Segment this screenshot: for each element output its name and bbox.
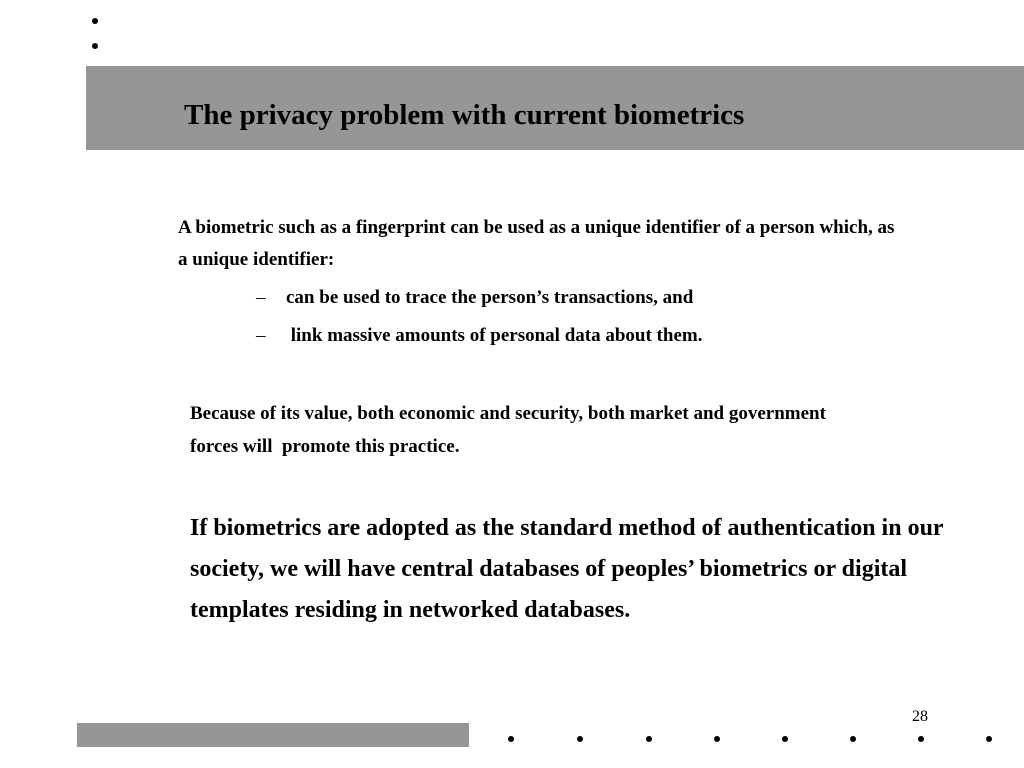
- central-paragraph: If biometrics are adopted as the standard method of authentication in our society, we will have central databases of peoples’ biometrics or digital templates residing in networked databases.: [190, 515, 944, 623]
- bullet-list: [256, 283, 702, 359]
- list-item: [256, 283, 702, 321]
- list-item: [256, 321, 702, 359]
- bullet-text: link massive amounts of personal data about them.: [286, 325, 703, 346]
- value-paragraph: Because of its value, both economic and security, both market and government forces will promote this practice.: [190, 403, 831, 457]
- footer-bar: [77, 723, 469, 747]
- decorative-dot: [986, 736, 992, 742]
- dash-marker: –: [256, 287, 266, 308]
- page-number: 28: [912, 708, 928, 725]
- decorative-dot: [577, 736, 583, 742]
- decorative-dot: [92, 18, 98, 24]
- bullet-text: can be used to trace the person’s transactions, and: [286, 287, 694, 308]
- decorative-dot: [918, 736, 924, 742]
- intro-paragraph: A biometric such as a fingerprint can be used as a unique identifier of a person which, as a unique identifier:: [178, 217, 895, 270]
- decorative-dot: [92, 43, 98, 49]
- decorative-dot: [850, 736, 856, 742]
- decorative-dot: [646, 736, 652, 742]
- decorative-dot: [508, 736, 514, 742]
- dash-marker: –: [256, 325, 266, 346]
- decorative-dot: [714, 736, 720, 742]
- decorative-dot: [782, 736, 788, 742]
- slide-title: The privacy problem with current biometrics: [184, 99, 745, 131]
